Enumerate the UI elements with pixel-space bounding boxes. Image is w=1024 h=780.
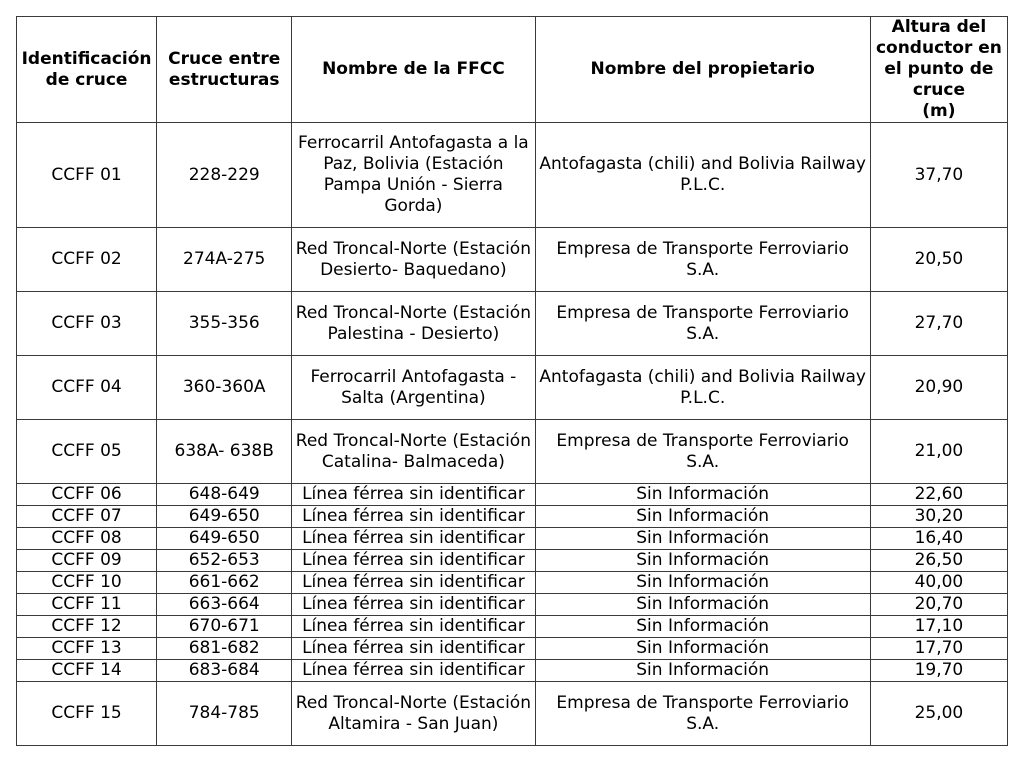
- cell-owner-name: Sin Información: [535, 506, 870, 528]
- cell-owner-name: Empresa de Transporte Ferroviario S.A.: [535, 420, 870, 484]
- cell-owner-name: Sin Información: [535, 616, 870, 638]
- cell-owner-name: Empresa de Transporte Ferroviario S.A.: [535, 682, 870, 746]
- cell-owner-name: Antofagasta (chili) and Bolivia Railway P.L.C.: [535, 123, 870, 228]
- cell-owner-name: Sin Información: [535, 638, 870, 660]
- cell-railway-name: Línea férrea sin identificar: [292, 550, 535, 572]
- cell-structures: 274A-275: [157, 228, 292, 292]
- cell-conductor-height: 40,00: [870, 572, 1007, 594]
- cell-structures: 670-671: [157, 616, 292, 638]
- cell-crossing-id: CCFF 12: [17, 616, 157, 638]
- cell-railway-name: Línea férrea sin identificar: [292, 616, 535, 638]
- cell-owner-name: Sin Información: [535, 572, 870, 594]
- cell-conductor-height: 37,70: [870, 123, 1007, 228]
- header-crossing-id: Identificación de cruce: [17, 17, 157, 123]
- cell-conductor-height: 17,70: [870, 638, 1007, 660]
- cell-crossing-id: CCFF 05: [17, 420, 157, 484]
- table-header-row: [17, 17, 1008, 123]
- cell-crossing-id: CCFF 02: [17, 228, 157, 292]
- table-row: [17, 420, 1008, 484]
- cell-structures: 638A- 638B: [157, 420, 292, 484]
- cell-railway-name: Línea férrea sin identificar: [292, 638, 535, 660]
- cell-conductor-height: 20,50: [870, 228, 1007, 292]
- cell-structures: 649-650: [157, 506, 292, 528]
- cell-structures: 228-229: [157, 123, 292, 228]
- table-row: [17, 292, 1008, 356]
- cell-structures: 652-653: [157, 550, 292, 572]
- cell-crossing-id: CCFF 08: [17, 528, 157, 550]
- cell-structures: 784-785: [157, 682, 292, 746]
- cell-railway-name: Red Troncal-Norte (Estación Palestina - Desierto): [292, 292, 535, 356]
- cell-owner-name: Sin Información: [535, 528, 870, 550]
- cell-crossing-id: CCFF 13: [17, 638, 157, 660]
- cell-structures: 355-356: [157, 292, 292, 356]
- header-conductor-height: Altura del conductor en el punto de cruce (m): [870, 17, 1007, 123]
- table-row: [17, 506, 1008, 528]
- cell-conductor-height: 20,70: [870, 594, 1007, 616]
- cell-conductor-height: 21,00: [870, 420, 1007, 484]
- cell-crossing-id: CCFF 11: [17, 594, 157, 616]
- table-row: [17, 356, 1008, 420]
- cell-owner-name: Sin Información: [535, 550, 870, 572]
- cell-conductor-height: 25,00: [870, 682, 1007, 746]
- table-row: [17, 660, 1008, 682]
- cell-owner-name: Sin Información: [535, 594, 870, 616]
- table-row: [17, 484, 1008, 506]
- table-row: [17, 550, 1008, 572]
- cell-conductor-height: 16,40: [870, 528, 1007, 550]
- cell-crossing-id: CCFF 03: [17, 292, 157, 356]
- header-railway-name: Nombre de la FFCC: [292, 17, 535, 123]
- cell-railway-name: Línea férrea sin identificar: [292, 528, 535, 550]
- cell-conductor-height: 30,20: [870, 506, 1007, 528]
- cell-crossing-id: CCFF 10: [17, 572, 157, 594]
- table-row: [17, 682, 1008, 746]
- cell-conductor-height: 22,60: [870, 484, 1007, 506]
- cell-owner-name: Antofagasta (chili) and Bolivia Railway P.L.C.: [535, 356, 870, 420]
- cell-railway-name: Red Troncal-Norte (Estación Desierto- Baquedano): [292, 228, 535, 292]
- cell-crossing-id: CCFF 06: [17, 484, 157, 506]
- cell-structures: 649-650: [157, 528, 292, 550]
- cell-crossing-id: CCFF 14: [17, 660, 157, 682]
- cell-owner-name: Sin Información: [535, 660, 870, 682]
- cell-crossing-id: CCFF 01: [17, 123, 157, 228]
- cell-railway-name: Ferrocarril Antofagasta a la Paz, Bolivia (Estación Pampa Unión - Sierra Gorda): [292, 123, 535, 228]
- cell-crossing-id: CCFF 04: [17, 356, 157, 420]
- cell-railway-name: Línea férrea sin identificar: [292, 660, 535, 682]
- cell-owner-name: Sin Información: [535, 484, 870, 506]
- cell-owner-name: Empresa de Transporte Ferroviario S.A.: [535, 292, 870, 356]
- cell-railway-name: Línea férrea sin identificar: [292, 506, 535, 528]
- table-row: [17, 616, 1008, 638]
- cell-railway-name: Ferrocarril Antofagasta - Salta (Argentina): [292, 356, 535, 420]
- table-row: [17, 594, 1008, 616]
- table-row: [17, 528, 1008, 550]
- table-row: [17, 123, 1008, 228]
- cell-structures: 360-360A: [157, 356, 292, 420]
- table-row: [17, 638, 1008, 660]
- cell-conductor-height: 17,10: [870, 616, 1007, 638]
- cell-structures: 681-682: [157, 638, 292, 660]
- cell-conductor-height: 26,50: [870, 550, 1007, 572]
- cell-owner-name: Empresa de Transporte Ferroviario S.A.: [535, 228, 870, 292]
- table-row: [17, 228, 1008, 292]
- railway-crossings-table: [16, 16, 1008, 746]
- header-owner-name: Nombre del propietario: [535, 17, 870, 123]
- cell-structures: 683-684: [157, 660, 292, 682]
- cell-railway-name: Línea férrea sin identificar: [292, 572, 535, 594]
- header-structures: Cruce entre estructuras: [157, 17, 292, 123]
- cell-railway-name: Red Troncal-Norte (Estación Catalina- Balmaceda): [292, 420, 535, 484]
- cell-railway-name: Línea férrea sin identificar: [292, 594, 535, 616]
- cell-crossing-id: CCFF 09: [17, 550, 157, 572]
- cell-crossing-id: CCFF 07: [17, 506, 157, 528]
- cell-conductor-height: 27,70: [870, 292, 1007, 356]
- cell-structures: 663-664: [157, 594, 292, 616]
- cell-crossing-id: CCFF 15: [17, 682, 157, 746]
- cell-structures: 648-649: [157, 484, 292, 506]
- cell-structures: 661-662: [157, 572, 292, 594]
- cell-conductor-height: 19,70: [870, 660, 1007, 682]
- cell-conductor-height: 20,90: [870, 356, 1007, 420]
- table-row: [17, 572, 1008, 594]
- cell-railway-name: Línea férrea sin identificar: [292, 484, 535, 506]
- cell-railway-name: Red Troncal-Norte (Estación Altamira - San Juan): [292, 682, 535, 746]
